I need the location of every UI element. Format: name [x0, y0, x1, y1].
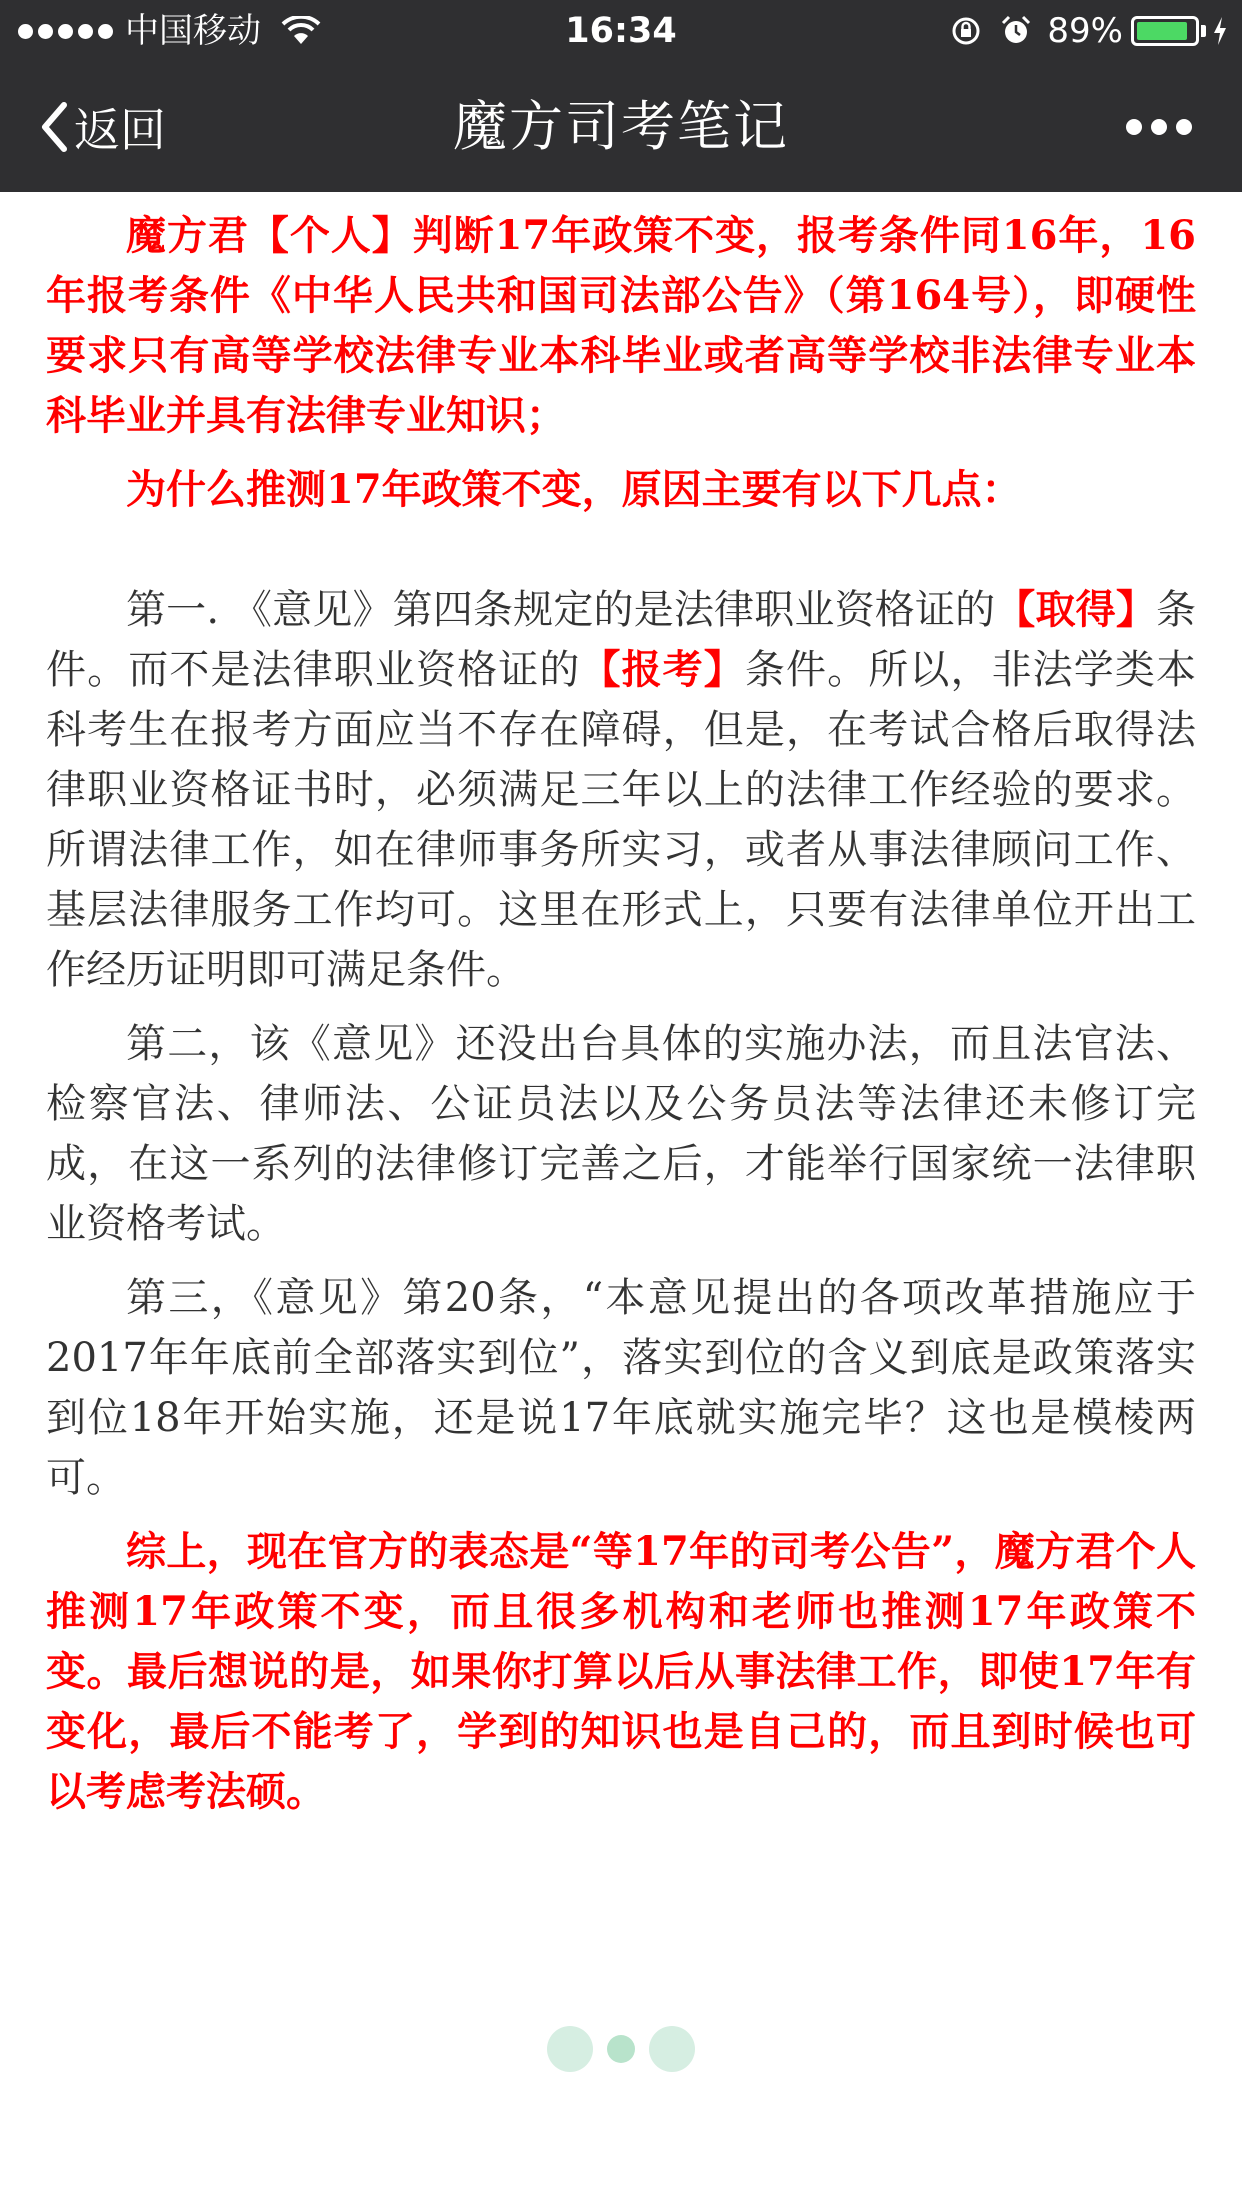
- page-indicator-dot: [547, 2026, 593, 2072]
- paragraph-3-text-a: 第一. 《意见》第四条规定的是法律职业资格证的: [126, 587, 996, 633]
- article-paragraph-1: 魔方君【个人】判断17年政策不变，报考条件同16年，16年报考条件《中华人民共和国司法部公告》（第164号），即硬性要求只有高等学校法律专业本科毕业或者高等学校非法律专业本科毕业并具有法律专业知识；: [46, 212, 1196, 439]
- page-indicator: [0, 2026, 1242, 2072]
- charging-icon: [1212, 16, 1228, 46]
- carrier-name: 中国移动: [125, 11, 261, 51]
- article-paragraph-3: [46, 580, 1196, 1000]
- paragraph-3-text-e: 条件。所以，非法学类本科考生在报考方面应当不存在障碍，但是，在考试合格后取得法律职业资格证书时，必须满足三年以上的法律工作经验的要求。所谓法律工作，如在律师事务所实习，或者从事法律顾问工作、基层法律服务工作均可。这里在形式上，只要有法律单位开出工作经历证明即可满足条件。: [46, 647, 1197, 993]
- status-bar: [0, 0, 1242, 62]
- emphasis-obtain: 【取得】: [995, 586, 1156, 633]
- page-title: 魔方司考笔记: [453, 95, 789, 158]
- orientation-lock-icon: [951, 16, 981, 46]
- paragraph-3-text-c: 条件。而不是法律职业资格证的: [46, 587, 1196, 693]
- battery-cap: [1201, 25, 1206, 37]
- page-indicator-dot-active: [607, 2035, 635, 2063]
- article-content: [46, 206, 1196, 1822]
- article-paragraph-2: 为什么推测17年政策不变，原因主要有以下几点：: [126, 466, 1022, 513]
- status-time: 16:34: [565, 11, 677, 51]
- battery-fill: [1137, 22, 1187, 40]
- article-paragraph-4: 第二，该《意见》还没出台具体的实施办法，而且法官法、检察官法、律师法、公证员法以及公务员法等法律还未修订完成，在这一系列的法律修订完善之后，才能举行国家统一法律职业资格考试。: [46, 1021, 1196, 1247]
- back-label: 返回: [74, 103, 166, 157]
- emphasis-apply: 【报考】: [580, 646, 745, 693]
- nav-bar: [0, 62, 1242, 192]
- alarm-icon: [999, 14, 1033, 48]
- page-indicator-dot: [649, 2026, 695, 2072]
- battery-icon: [1131, 16, 1199, 46]
- battery-percent: 89%: [1047, 11, 1123, 51]
- article-paragraph-6: 综上，现在官方的表态是“等17年的司考公告”，魔方君个人推测17年政策不变，而且很多机构和老师也推测17年政策不变。最后想说的是，如果你打算以后从事法律工作，即使17年有变化，最后不能考了，学到的知识也是自己的，而且到时候也可以考虑考法硕。: [46, 1528, 1196, 1815]
- status-right: [951, 8, 1228, 54]
- article-paragraph-5: 第三，《意见》第20条，“本意见提出的各项改革措施应于2017年年底前全部落实到位”，落实到位的含义到底是政策落实到位18年开始实施，还是说17年底就实施完毕？这也是模棱两可。: [46, 1275, 1196, 1501]
- more-icon[interactable]: [1126, 112, 1192, 142]
